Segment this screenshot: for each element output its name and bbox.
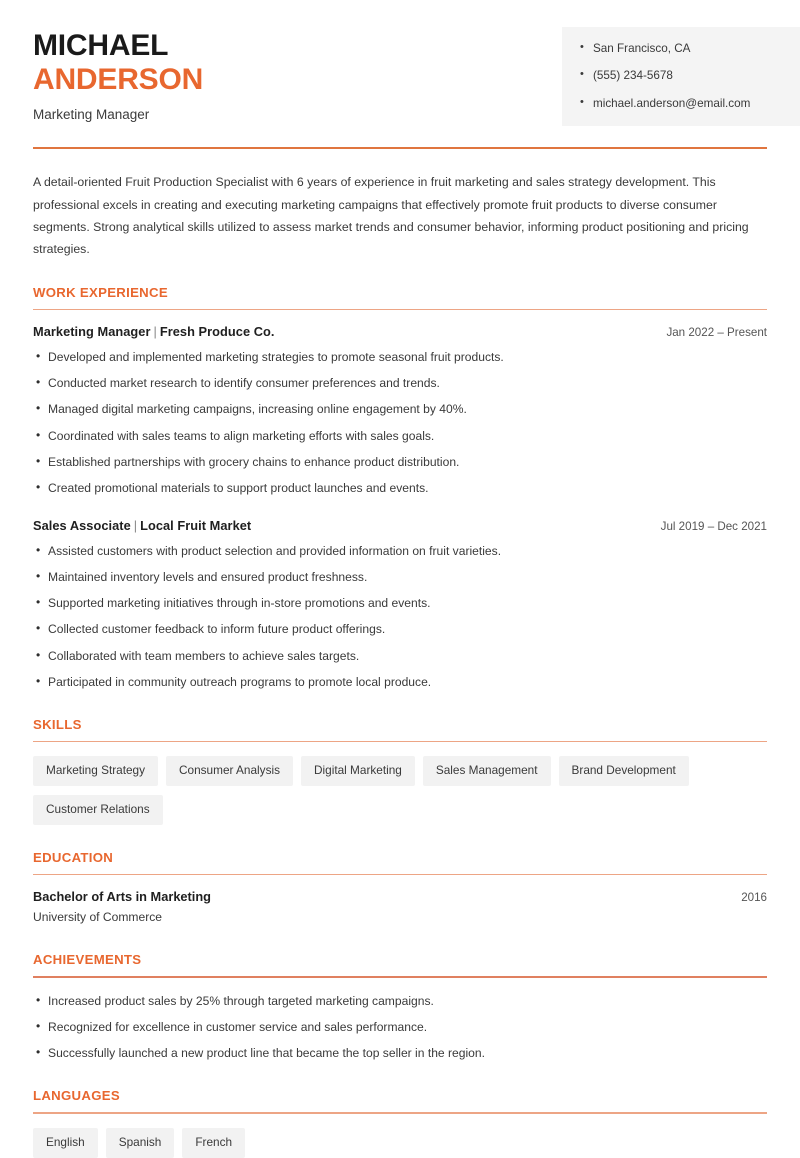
contact-item-phone (580, 68, 784, 84)
skill-tag: Sales Management (423, 756, 551, 786)
section-education (33, 850, 767, 925)
section-skills (33, 717, 767, 825)
bullet-item: • Collaborated with team members to achieve sales targets. (33, 647, 767, 665)
experience-company: Local Fruit Market (140, 517, 252, 533)
skill-tag: Digital Marketing (301, 756, 415, 786)
bullet-item: • Increased product sales by 25% through targeted marketing campaigns. (33, 992, 767, 1010)
bullet-item: • Conducted market research to identify consumer preferences and trends. (33, 374, 767, 392)
section-languages (33, 1088, 767, 1157)
experience-entry (33, 518, 767, 691)
section-title-languages: LANGUAGES (33, 1088, 120, 1104)
experience-bullets (33, 542, 767, 691)
first-name: MICHAEL (33, 29, 169, 62)
section-title-education: EDUCATION (33, 849, 114, 865)
skill-tag: Brand Development (559, 756, 689, 786)
language-tag: Spanish (106, 1128, 175, 1158)
section-work-experience (33, 285, 767, 691)
skill-tag: Customer Relations (33, 795, 163, 825)
bullet-item: • Maintained inventory levels and ensured product freshness. (33, 568, 767, 586)
section-divider (33, 309, 767, 311)
experience-entry-header (33, 518, 767, 533)
section-achievements (33, 952, 767, 1062)
header-divider (33, 147, 767, 149)
bullet-item: • Established partnerships with grocery chains to enhance product distribution. (33, 453, 767, 471)
bullet-item: • Participated in community outreach programs to promote local produce. (33, 673, 767, 691)
bullet-item: • Coordinated with sales teams to align marketing efforts with sales goals. (33, 427, 767, 445)
bullet-item: • Collected customer feedback to inform future product offerings. (33, 620, 767, 638)
section-title-skills: SKILLS (33, 716, 82, 732)
experience-date: Jul 2019 – Dec 2021 (660, 519, 767, 533)
title-separator: | (133, 517, 138, 533)
section-divider (33, 1112, 767, 1114)
professional-summary: A detail-oriented Fruit Production Specialist with 6 years of experience in fruit marketing and sales strategy development. This professional excels in creating and executing marketing campaigns that effectively promote fruit products to diverse consumer segments. Strong analytical skills utilized to assess market trends and consumer behavior, informing product positioning and pricing strategies. (33, 175, 749, 257)
contact-email-text: michael.anderson@email.com (593, 96, 751, 110)
contact-phone-text: (555) 234-5678 (593, 69, 673, 83)
skills-tag-list (33, 756, 767, 825)
experience-entry-header (33, 324, 767, 339)
section-title-work-experience: WORK EXPERIENCE (33, 284, 168, 300)
experience-title-line (33, 518, 251, 533)
section-divider (33, 874, 767, 876)
bullet-item: • Developed and implemented marketing strategies to promote seasonal fruit products. (33, 348, 767, 366)
language-tag: English (33, 1128, 98, 1158)
education-entry-header (33, 889, 767, 904)
skill-tag: Consumer Analysis (166, 756, 293, 786)
bullet-item: • Managed digital marketing campaigns, increasing online engagement by 40%. (33, 400, 767, 418)
last-name: ANDERSON (33, 62, 204, 96)
languages-tag-list (33, 1128, 767, 1158)
bullet-item: • Successfully launched a new product line that became the top seller in the region. (33, 1044, 767, 1062)
resume-header (0, 0, 800, 126)
contact-location-text: San Francisco, CA (593, 42, 691, 55)
achievements-list (33, 992, 767, 1062)
bullet-item: • Recognized for excellence in customer service and sales performance. (33, 1018, 767, 1036)
language-tag: French (182, 1128, 245, 1158)
contact-list (580, 41, 784, 112)
experience-role: Marketing Manager (33, 324, 151, 340)
bullet-item: • Assisted customers with product selection and provided information on fruit varieties. (33, 542, 767, 560)
resume-content (0, 171, 800, 1158)
education-entry (33, 889, 767, 924)
contact-block (562, 27, 800, 126)
experience-bullets (33, 348, 767, 497)
section-divider (33, 741, 767, 743)
experience-role: Sales Associate (33, 517, 131, 533)
experience-title-line (33, 324, 274, 339)
education-school: University of Commerce (33, 910, 163, 925)
experience-company: Fresh Produce Co. (159, 324, 275, 340)
title-separator: | (153, 324, 157, 340)
contact-item-location (580, 41, 784, 57)
education-year: 2016 (741, 891, 767, 905)
job-title: Marketing Manager (33, 106, 150, 122)
skill-tag: Marketing Strategy (33, 756, 158, 786)
section-title-achievements: ACHIEVEMENTS (33, 952, 142, 968)
contact-item-email (580, 96, 784, 112)
experience-date: Jan 2022 – Present (666, 326, 767, 340)
experience-entry (33, 324, 767, 497)
bullet-item: • Created promotional materials to support product launches and events. (33, 479, 767, 497)
education-degree: Bachelor of Arts in Marketing (33, 889, 212, 905)
section-divider (33, 976, 767, 978)
identity-block (0, 27, 203, 123)
bullet-item: • Supported marketing initiatives through in-store promotions and events. (33, 594, 767, 612)
